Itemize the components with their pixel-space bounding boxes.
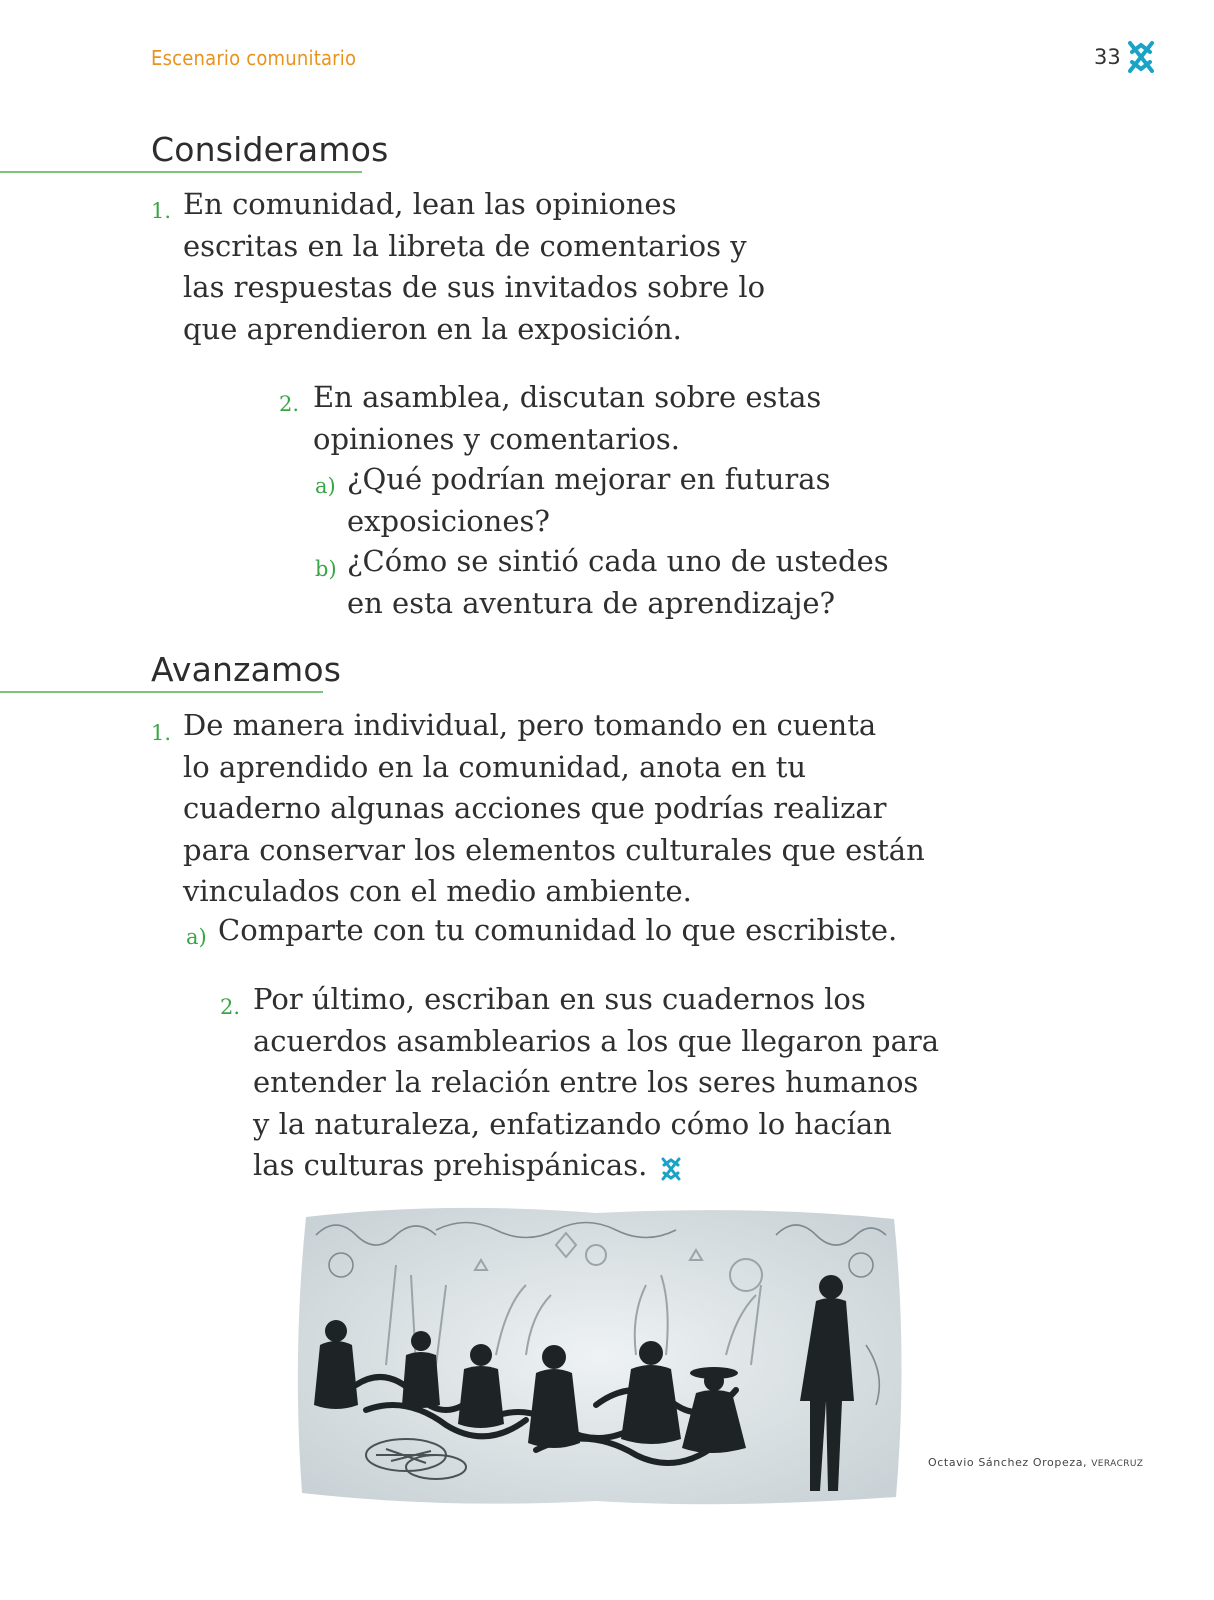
text-line: las respuestas de sus invitados sobre lo <box>183 270 766 304</box>
section-title: Avanzamos <box>151 650 342 689</box>
text-line: cuaderno algunas acciones que podrías realizar <box>183 791 887 825</box>
text-line: En comunidad, lean las opiniones <box>183 187 677 221</box>
item-text <box>183 705 925 913</box>
knot-logo-icon <box>1126 40 1156 74</box>
text-line: entender la relación entre los seres humanos <box>253 1065 919 1099</box>
caption-author: Octavio Sánchez Oropeza, <box>928 1456 1092 1469</box>
caption-state: VERACRUZ <box>1091 1459 1144 1469</box>
running-header: Escenario comunitario <box>151 46 357 70</box>
text-line: ¿Cómo se sintió cada uno de ustedes <box>347 544 889 578</box>
page-number: 33 <box>1094 45 1121 69</box>
item-number: 1. <box>151 721 172 745</box>
text-line: Por último, escriban en sus cuadernos los <box>253 982 866 1016</box>
item-number: 1. <box>151 199 172 223</box>
item-number: 2. <box>279 392 300 416</box>
text-line: acuerdos asamblearios a los que llegaron para <box>253 1023 940 1058</box>
text-line: las culturas prehispánicas. <box>253 1148 648 1182</box>
text-line: lo aprendido en la comunidad, anota en tu <box>183 749 807 784</box>
text-line: ¿Qué podrían mejorar en futuras <box>347 462 831 496</box>
item-text <box>183 184 765 350</box>
illustration-caption <box>928 1456 1143 1469</box>
section-heading-avanzamos <box>0 650 342 693</box>
text-line: que aprendieron en la exposición. <box>183 311 682 346</box>
subitem-letter: a) <box>186 925 207 949</box>
text-line: En asamblea, discutan sobre estas <box>313 380 822 414</box>
text-line: De manera individual, pero tomando en cuenta <box>183 708 877 742</box>
subitem-letter: b) <box>315 557 337 581</box>
section-end-icon <box>660 1157 682 1181</box>
people-weaving-illustration <box>296 1205 908 1507</box>
subitem-text <box>347 459 830 542</box>
section-heading-consideramos <box>0 130 389 173</box>
subitem-text <box>218 910 897 952</box>
subitem-letter: a) <box>315 474 336 498</box>
text-line: Comparte con tu comunidad lo que escribiste. <box>218 913 898 947</box>
text-line: para conservar los elementos culturales que están <box>183 832 925 867</box>
text-line: vinculados con el medio ambiente. <box>183 874 692 908</box>
text-line: escritas en la libreta de comentarios y <box>183 228 747 263</box>
text-line: exposiciones? <box>347 503 550 538</box>
item-text <box>313 377 821 460</box>
item-text <box>253 979 939 1187</box>
text-line: en esta aventura de aprendizaje? <box>347 585 836 620</box>
item-number: 2. <box>220 995 241 1019</box>
text-line: opiniones y comentarios. <box>313 421 680 456</box>
subitem-text <box>347 541 889 624</box>
section-title: Consideramos <box>151 130 389 169</box>
text-line: y la naturaleza, enfatizando cómo lo hacían <box>253 1106 892 1141</box>
